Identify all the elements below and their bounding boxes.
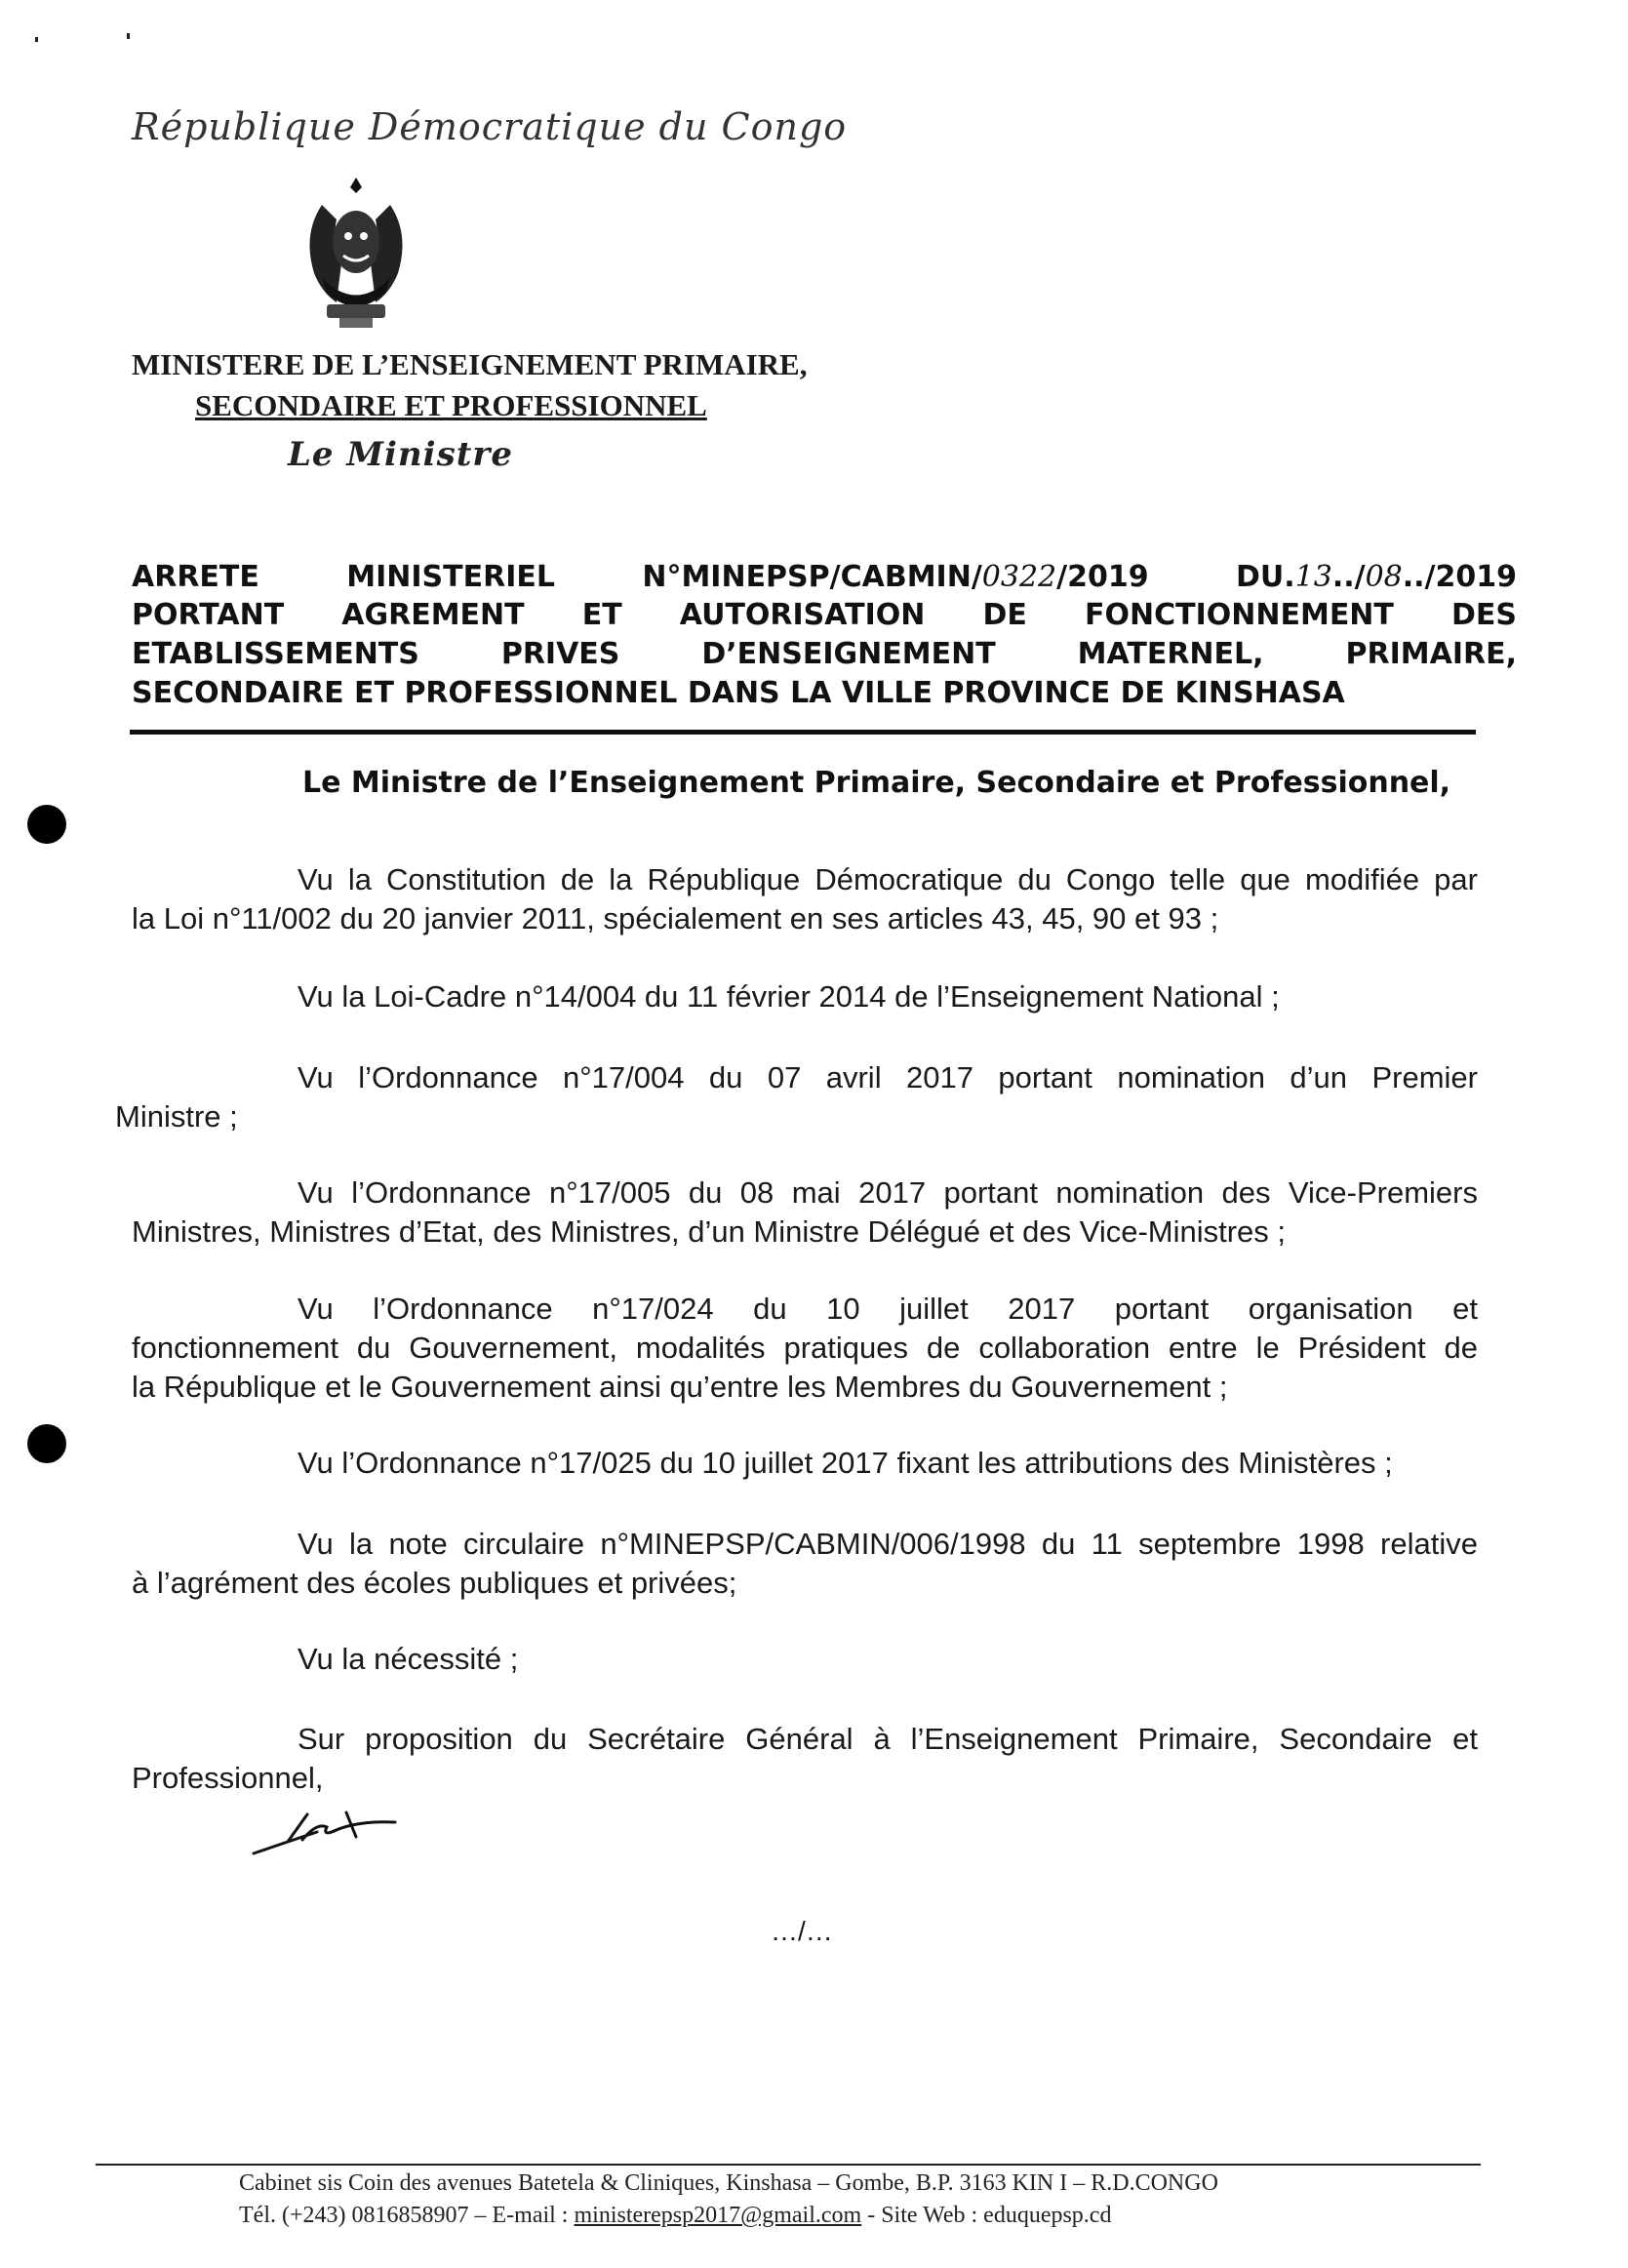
decree-day-handwritten: 13 <box>1294 560 1332 594</box>
republic-heading: République Démocratique du Congo <box>132 105 848 148</box>
decree-month-sep: ../ <box>1331 560 1366 594</box>
decree-prefix: ARRETE MINISTERIEL N°MINEPSP/CABMIN/ <box>132 560 982 594</box>
footer-address: Cabinet sis Coin des avenues Batetela & Cliniques, Kinshasa – Gombe, B.P. 3163 KIN I – R.D.CONGO <box>239 2170 1218 2196</box>
decree-title-line-4: SECONDAIRE ET PROFESSIONNEL DANS LA VILLE PROVINCE DE KINSHASA <box>132 676 1345 710</box>
decree-month-handwritten: 08 <box>1365 560 1403 594</box>
punch-hole <box>27 1424 66 1463</box>
paragraph-9-line-2: Professionnel, <box>132 1761 324 1795</box>
title-divider <box>130 730 1476 735</box>
ministry-line-1: MINISTERE DE L’ENSEIGNEMENT PRIMAIRE, <box>132 347 808 381</box>
decree-year-end: ../2019 <box>1402 560 1517 594</box>
paragraph-6-line-1: Vu l’Ordonnance n°17/025 du 10 juillet 2017 fixant les attributions des Ministères ; <box>298 1446 1393 1480</box>
paragraph-5-line-3: la République et le Gouvernement ainsi qu’entre les Membres du Gouvernement ; <box>132 1370 1228 1404</box>
footer-contact <box>239 2203 1111 2229</box>
paragraph-8-line-1: Vu la nécessité ; <box>298 1642 519 1676</box>
footer-divider <box>96 2164 1481 2166</box>
punch-hole <box>27 805 66 844</box>
footer-website: - Site Web : eduquepsp.cd <box>861 2203 1112 2228</box>
decree-number-handwritten: 0322 <box>981 560 1057 594</box>
paragraph-4-line-1: Vu l’Ordonnance n°17/005 du 08 mai 2017 portant nomination des Vice-Premiers <box>298 1175 1478 1210</box>
intro-heading: Le Ministre de l’Enseignement Primaire, Secondaire et Professionnel, <box>302 766 1451 800</box>
minister-heading: Le Ministre <box>288 435 513 474</box>
decree-year-sep: /2019 DU. <box>1056 560 1295 594</box>
paragraph-1-line-2: la Loi n°11/002 du 20 janvier 2011, spécialement en ses articles 43, 45, 90 et 93 ; <box>132 901 1219 935</box>
paragraph-3-line-2: Ministre ; <box>115 1099 238 1134</box>
paragraph-1-line-1: Vu la Constitution de la République Démocratique du Congo telle que modifiée par <box>298 862 1478 896</box>
paragraph-7-line-1: Vu la note circulaire n°MINEPSP/CABMIN/006/1998 du 11 septembre 1998 relative <box>298 1527 1478 1561</box>
paragraph-9-line-1: Sur proposition du Secrétaire Général à l’Enseignement Primaire, Secondaire et <box>298 1722 1478 1756</box>
decree-title-line-3: ETABLISSEMENTS PRIVES D’ENSEIGNEMENT MATERNEL, PRIMAIRE, <box>132 637 1517 671</box>
paragraph-7-line-2: à l’agrément des écoles publiques et privées; <box>132 1566 737 1600</box>
ministry-line-2: SECONDAIRE ET PROFESSIONNEL <box>195 388 707 422</box>
decree-title-line-2: PORTANT AGREMENT ET AUTORISATION DE FONCTIONNEMENT DES <box>132 598 1517 632</box>
scan-mark <box>35 37 38 42</box>
paragraph-4-line-2: Ministres, Ministres d’Etat, des Ministres, d’un Ministre Délégué et des Vice-Ministres ; <box>132 1214 1287 1249</box>
footer-email-link[interactable]: ministerepsp2017@gmail.com <box>574 2203 862 2228</box>
handwritten-initials-signature <box>249 1803 405 1861</box>
footer-phone: Tél. (+243) 0816858907 – E-mail : <box>239 2203 575 2228</box>
paragraph-3-line-1: Vu l’Ordonnance n°17/004 du 07 avril 2017 portant nomination d’un Premier <box>298 1060 1478 1094</box>
paragraph-5-line-1: Vu l’Ordonnance n°17/024 du 10 juillet 2017 portant organisation et <box>298 1292 1478 1326</box>
scan-mark <box>127 33 130 39</box>
decree-number-line <box>132 559 1517 596</box>
coat-of-arms-emblem <box>293 166 419 332</box>
continuation-marker: …/… <box>771 1916 833 1946</box>
paragraph-2-line-1: Vu la Loi-Cadre n°14/004 du 11 février 2014 de l’Enseignement National ; <box>298 979 1280 1014</box>
paragraph-5-line-2: fonctionnement du Gouvernement, modalités pratiques de collaboration entre le Président de <box>132 1331 1478 1365</box>
